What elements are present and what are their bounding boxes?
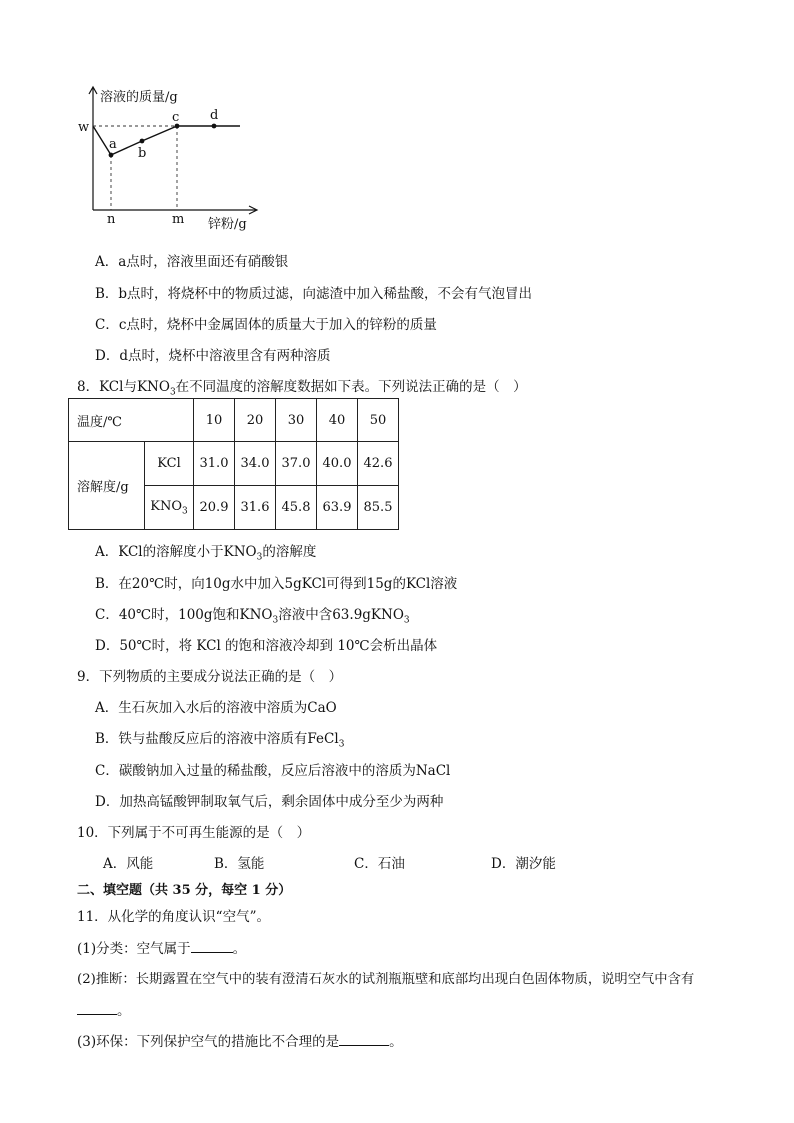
- q11-part3: (3)环保：下列保护空气的措施比不合理的是 。: [77, 1034, 403, 1050]
- kcl-30: 37.0: [276, 442, 317, 486]
- temp-50: 50: [358, 399, 399, 442]
- kcl-label: KCl: [145, 442, 194, 486]
- solubility-table: [68, 398, 399, 530]
- tick-m: m: [172, 212, 185, 227]
- q9-option-b: B．铁与盐酸反应后的溶液中溶质有FeCl$_3$: [95, 731, 345, 750]
- answer-blank[interactable]: [77, 1002, 117, 1015]
- solubility-header: 溶解度/g: [69, 442, 145, 530]
- temp-header: 温度/℃: [69, 399, 194, 442]
- answer-blank[interactable]: [339, 1033, 389, 1046]
- q11-part2: (2)推断：长期露置在空气中的装有澄清石灰水的试剂瓶瓶壁和底部均出现白色固体物质，说明空气中含有: [77, 972, 695, 987]
- kno3-40: 63.9: [317, 486, 358, 530]
- q8-option-a: A．KCl的溶解度小于$KNO_3$的溶解度: [95, 544, 317, 563]
- q10-stem: 10．下列属于不可再生能源的是（ ）: [77, 825, 311, 841]
- temp-20: 20: [235, 399, 276, 442]
- q7-option-b: B．b点时，将烧杯中的物质过滤，向滤渣中加入稀盐酸，不会有气泡冒出: [95, 286, 533, 302]
- q10-option-d: D．潮汐能: [491, 856, 556, 872]
- label-d: d: [210, 108, 219, 123]
- label-a: a: [109, 137, 117, 152]
- q9-option-c: C．碳酸钠加入过量的稀盐酸，反应后溶液中的溶质为NaCl: [95, 763, 451, 779]
- q9-stem: 9．下列物质的主要成分说法正确的是（ ）: [77, 669, 343, 685]
- q11-part2-cont: 。: [77, 999, 131, 1019]
- kcl-50: 42.6: [358, 442, 399, 486]
- answer-blank[interactable]: [191, 940, 233, 953]
- kcl-40: 40.0: [317, 442, 358, 486]
- label-w: w: [78, 120, 90, 135]
- kno3-label: $KNO_3$: [145, 486, 194, 530]
- kcl-20: 34.0: [235, 442, 276, 486]
- y-axis-label: 溶液的质量/g: [100, 90, 178, 105]
- q8-option-b: B．在20℃时，向10g水中加入5gKCl可得到15g的KCl溶液: [95, 576, 458, 592]
- tick-n: n: [107, 212, 116, 227]
- q11-part1: (1)分类：空气属于 。: [77, 941, 247, 957]
- q8-option-d: D．50℃时，将 KCl 的饱和溶液冷却到 10℃会析出晶体: [95, 638, 438, 654]
- q9-option-a: A．生石灰加入水后的溶液中溶质为CaO: [95, 700, 337, 716]
- kno3-10: 20.9: [194, 486, 235, 530]
- q8-stem: 8．KCl与$KNO_3$在不同温度的溶解度数据如下表。下列说法正确的是（ ）: [77, 379, 527, 398]
- q11-stem: 11．从化学的角度认识“空气”。: [77, 909, 270, 925]
- q10-option-a: A．风能: [103, 856, 154, 872]
- temp-30: 30: [276, 399, 317, 442]
- q7-option-a: A．a点时，溶液里面还有硝酸银: [95, 254, 289, 270]
- q7-option-d: D．d点时，烧杯中溶液里含有两种溶质: [95, 348, 331, 364]
- temp-40: 40: [317, 399, 358, 442]
- point-a: [109, 153, 114, 158]
- kno3-50: 85.5: [358, 486, 399, 530]
- kcl-10: 31.0: [194, 442, 235, 486]
- q10-option-c: C．石油: [354, 856, 405, 872]
- kno3-20: 31.6: [235, 486, 276, 530]
- x-axis-label: 锌粉/g: [208, 217, 247, 232]
- q8-option-c: C．40℃时，100g饱和$KNO_3$溶液中含63.9gKNO$_3$: [95, 607, 410, 626]
- point-b: [140, 139, 145, 144]
- point-d: [212, 124, 217, 129]
- label-c: c: [172, 110, 180, 125]
- q10-option-b: B．氢能: [214, 856, 265, 872]
- q9-option-d: D．加热高锰酸钾制取氧气后，剩余固体中成分至少为两种: [95, 794, 444, 810]
- section-heading: 二、填空题（共 35 分，每空 1 分）: [77, 883, 292, 898]
- label-b: b: [138, 146, 147, 161]
- temp-10: 10: [194, 399, 235, 442]
- kno3-30: 45.8: [276, 486, 317, 530]
- q7-option-c: C．c点时，烧杯中金属固体的质量大于加入的锌粉的质量: [95, 317, 437, 333]
- zinc-solution-mass-graph: [76, 84, 276, 232]
